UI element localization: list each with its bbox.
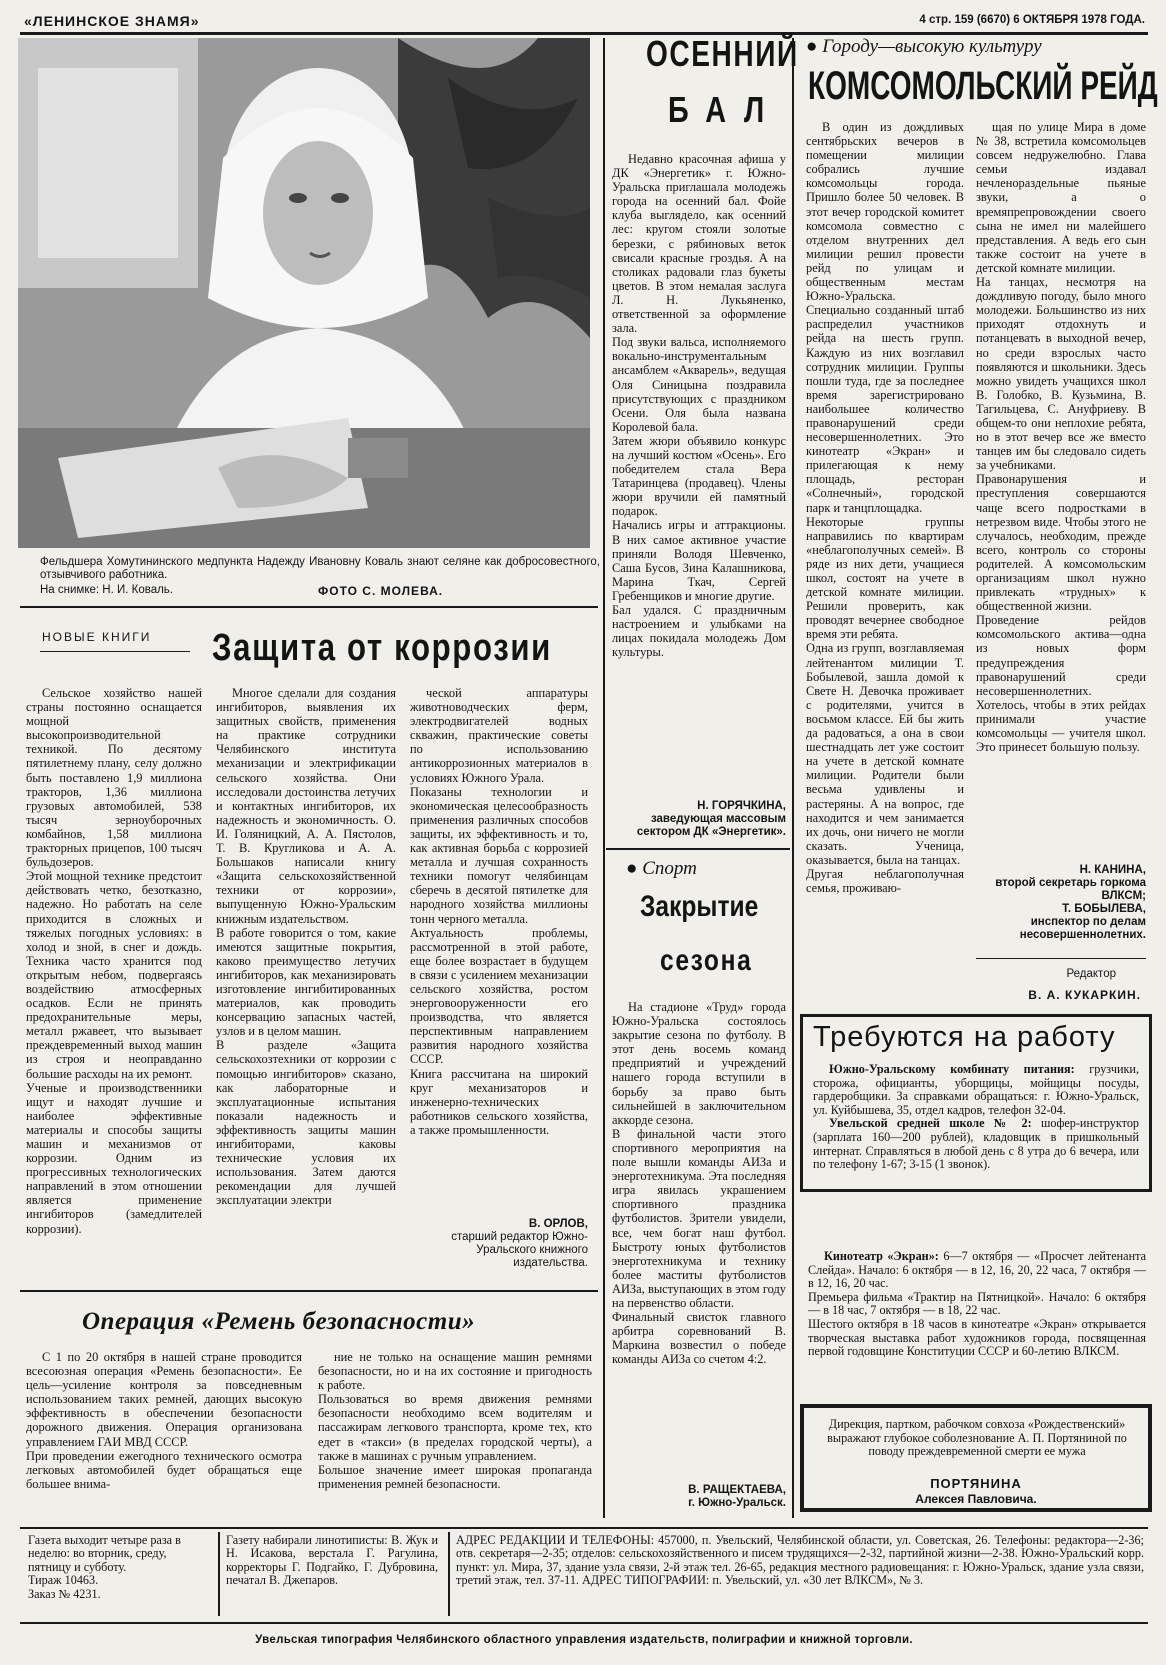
editor-name: В. А. КУКАРКИН. <box>1028 988 1141 1002</box>
belt-col1-text: С 1 по 20 октября в нашей стране проводится всесоюзная операция «Ремень безопасности». Ее цель—усиление контроля за повседневным использованием таких ремней, дающих высокую эффективность в обеспечении безопасности дорожного движения. Операция организована управлением ГАИ МВД СССР. При проведении ежегодного технического осмотра легковых автомобилей будет обращаться еще большее внима- <box>26 1350 302 1491</box>
belt-col2 <box>318 1350 592 1510</box>
corrosion-col1 <box>26 686 202 1270</box>
photo-caption: Фельдшера Хомутининского медпункта Надежду Ивановну Коваль знают селяне как добросовестного, отзывчивого работника. <box>40 556 600 581</box>
raid-col1-text: В один из дождливых сентябрьских вечеров в помещении милиции собрались лучшие комсомольцы города. Пришло более 50 человек. В этот вечер городской комитет комсомола совместно с отделом внутренних дел милиции решил провести рейд по улицам и общественным местам Южно-Уральска. Специально созданный штаб распределил участников рейда на шесть групп. Каждую из них возглавил сотрудник милиции. Группы пошли туда, где за последнее время зарегистрировано наибольшее количество правонарушений среди несовершеннолетних. Это кинотеатр «Экран» и прилегающая к нему площадь, ресторан «Солнечный», городской парк и танцплощадка. Некоторые группы направились по квартирам «неблагополучных семей». В ряде из них дети, учащиеся школ, состоят на учете в детской комнате милиции. Решили проверить, как проводят вечернее свободное время эти ребята. Одна из групп, возглавляемая лейтенантом милиции Т. Бобылевой, зашла домой к Свете Н. Девочка проживает с родителями, учится в восьмом классе. Ей бы жить да радоваться, а она в свои шестнадцать лет уже состоит на учете в детской комнате милиции. Родители были весьма удивлены и растеряны. А на вопрос, где находится и чем занимается их дочь, они ничего не могли сказать. Ученица, оказывается, была на танцах. Другая неблагополучная семья, проживаю- <box>806 120 964 896</box>
condolence-fullname: Алексея Павловича. <box>915 1492 1037 1506</box>
corrosion-bottom-rule <box>20 1290 598 1292</box>
footer-address: АДРЕС РЕДАКЦИИ И ТЕЛЕФОНЫ: 457000, п. Увельский, Челябинской области, ул. Советская, 26. Телефоны: редактора—2-36; отв. секретаря—2-35; отделов: сельскохозяйственного и писем трудящихся—2-32, партийной жизни—2-38. Южно-Уральский корр. пункт: ул. Мира, 37, здание узла связи, 2-й этаж тел. 26-65, редакция местного радиовещания: г. Южно-Уральск, здание узла связи, третий этаж, тел. 37-11. АДРЕС ТИПОГРАФИИ: п. Увельский, ул. «30 лет ВЛКСМ», № 3. <box>456 1534 1144 1588</box>
raid-sig-rule <box>976 958 1146 959</box>
cinema-listing <box>808 1250 1146 1386</box>
corrosion-col2 <box>216 686 396 1270</box>
condolence-text <box>818 1418 1136 1459</box>
footer-col1 <box>28 1534 208 1614</box>
jobs-p2 <box>813 1117 1139 1171</box>
belt-title: Операция «Ремень безопасности» <box>82 1308 476 1335</box>
raid-sig2-role: инспектор по делам несовершеннолетних. <box>1019 916 1146 941</box>
editor-label: Редактор <box>1066 968 1116 980</box>
footer-top-rule <box>20 1527 1148 1529</box>
condolence-body: Дирекция, партком, рабочком совхоза «Рождественский» выражают глубокое соболезнование А. П. Портяниной по поводу преждевременной смерти ее мужа <box>827 1418 1127 1459</box>
corrosion-col1-text: Сельское хозяйство нашей страны постоянно оснащается мощной высокопроизводительной техникой. По десятому пятилетнему плану, селу должно быть поставлено 1,9 миллиона тракторов, 1,36 миллиона грузовых автомобилей, 538 тысяч зерноуборочных комбайнов, 1,58 миллиона тракторных прицепов, 100 тысяч бульдозеров. Этой мощной технике предстоит действовать четко, безотказно, надежно. Но работать на селе приходится в сложных и тяжелых погодных условиях: в холод и зной, в снег и дождь. Техника часто хранится под открытым небом, подвергаясь воздействию атмосферных осадков. Если не принять предохранительные меры, металл ржавеет, что вызывает преждевременный выход машин из строя и неоправданно большие расходы на их ремонт. Ученые и производственники ищут и находят лучшие и наиболее эффективные материалы и способы защиты машин и механизмов от коррозии. Одним из прогрессивных технологических направлений в этом отношении является применение ингибиторов (замедлителей коррозии). <box>26 686 202 1236</box>
belt-col2-text: ние не только на оснащение машин ремнями безопасности, но и на их состояние и пригодность к работе. Пользоваться во время движения ремнями безопасности необходимо всем водителям и пассажирам легкового транспорта, кроме тех, кто едет в «такси» (в пределах городской черты), а также в машинах с ручным управлением. Большое значение имеет широкая пропаганда применения ремней безопасности. <box>318 1350 592 1491</box>
raid-sig2-name: Т. БОБЫЛЕВА, <box>1062 903 1146 915</box>
footer-col2 <box>226 1534 438 1614</box>
masthead-rule <box>20 32 1148 35</box>
ball-text-body: Недавно красочная афиша у ДК «Энергетик» г. Южно-Уральска приглашала молодежь города на осенний бал. Фойе клуба выглядело, как осенний лес: кругом стояли золотые березки, с рябиновых веток свисали красные гроздья. А на столиках радовали глаз букеты цветов. В этом немалая заслуга Л. Н. Лукьяненко, ответственной за оформление зала. Под звуки вальса, исполняемого вокально-инструментальным ансамблем «Акварель», ведущая Оля Синицына поздравила присутствующих с праздником Осени. Оля была названа Королевой бала. Затем жюри объявило конкурс на лучший костюм «Осень». Его победителем стала Вера Татаринцева (продавец). Члены жюри вручили ей памятный подарок. Начались игры и аттракционы. В них самое активное участие приняли Володя Шевченко, Саша Бусов, Зина Калашникова, Марина Ткач, Сергей Гребенщиков и многие другие. Бал удался. С праздничным настроением и улыбками на лицах покидала молодежь Дом культуры. <box>612 152 786 660</box>
sport-rubric-text: Спорт <box>642 858 697 879</box>
jobs-p2-text: шофер-инструктор (зарплата 160—200 рублей), кладовщик в пришкольный интернат. Справляться в любой день с 8 утра до 6 вечера, или по телефону 1-67; 3-15 (1 звонок). <box>813 1116 1139 1172</box>
ball-title1: ОСЕННИЙ <box>646 33 799 74</box>
cinema-lead: Кинотеатр «Экран»: <box>824 1250 939 1263</box>
rule-left <box>603 38 605 1518</box>
footer-col3 <box>456 1534 1144 1614</box>
sport-sig-name: В. РАЩЕКТАЕВА, <box>688 1484 786 1496</box>
sport-text <box>612 1000 786 1480</box>
footer-schedule: Газета выходит четыре раза в неделю: во вторник, среду, пятницу и субботу. <box>28 1534 181 1574</box>
raid-col2-text: щая по улице Мира в доме № 38, встретила комсомольцев совсем недружелюбно. Глава семьи издавал нечленораздельные пьяные звуки, а о времяпрепровождении своего сына не имел ни малейшего представления. А ведь его сын также состоит на учете в детской комнате милиции. На танцах, несмотря на дождливую погоду, было много молодежи. Большинство из них приходят отдохнуть и потанцевать в выходной вечер, но среди взрослых часто появляются и школьники. Здесь можно увидеть учащихся школ В. Голобко, В. Кузьмина, В. Тагильцева, С. Ануфриеву. В общем-то они неплохие ребята, но в этот вечер все же вместо танцев им бы следовало сидеть за учебниками. Правонарушения и преступления совершаются чаще всего подростками в нетрезвом виде. Чтобы этого не случалось, необходим, прежде всего, контроль со стороны родителей. А комсомольским организациям школ нужно привлекать «трудных» к общественной жизни. Проведение рейдов комсомольского актива—одна из новых форм предупреждения правонарушений среди несовершеннолетних. Хотелось, чтобы в этих рейдах принимали участие комсомольцы — учителя школ. Это принесет большую пользу. <box>976 120 1146 755</box>
footer-staff: Газету набирали линотиписты: В. Жук и Н. Исакова, верстала Г. Рагулина, корректоры Г. Подгайко, Г. Дубровина, печатал В. Джепаров. <box>226 1534 438 1588</box>
cinema-text: 6—7 октября — «Просчет лейтенанта Слейда». Начало: 6 октября — в 12, 16, 20, 22 часа, 7 октября — в 12, 16, 20 час. Премьера фильма «Трактир на Пятницкой». Начало: 6 октября — в 18 час, 7 октября — в 18, 22 час. Шестого октября в 18 часов в кинотеатре «Экран» открывается творческая выставка работ художников города, посвященная первой годовщине Конституции СССР и 60-летию ВЛКСМ. <box>808 1250 1146 1359</box>
ball-sig-name: Н. ГОРЯЧКИНА, <box>697 800 786 812</box>
jobs-box <box>800 1014 1152 1192</box>
corrosion-sig-name: В. ОРЛОВ, <box>528 1218 588 1230</box>
footer-printer: Увельская типография Челябинского областного управления издательств, полиграфии и книжной торговли. <box>255 1634 913 1646</box>
sport-title1: Закрытие <box>640 890 759 923</box>
raid-rubric-text: Городу—высокую культуру <box>822 36 1042 57</box>
masthead-issue: 4 стр. 159 (6670) 6 ОКТЯБРЯ 1978 ГОДА. <box>919 14 1145 26</box>
condolence-box <box>800 1404 1152 1512</box>
photo-rule <box>20 606 598 608</box>
corrosion-col3 <box>410 686 588 1214</box>
photo-credit: ФОТО С. МОЛЕВА. <box>318 584 444 598</box>
raid-rubric <box>806 36 1042 58</box>
jobs-p1-lead: Южно-Уральскому комбинату питания: <box>829 1063 1075 1076</box>
footer-order: Заказ № 4231. <box>28 1586 101 1601</box>
footer-rule-2 <box>448 1532 450 1616</box>
belt-col1 <box>26 1350 302 1510</box>
sport-bullet-icon: ● <box>626 858 638 879</box>
raid-title: КОМСОМОЛЬСКИЙ РЕЙД <box>808 64 1158 108</box>
sport-signature <box>612 1484 786 1510</box>
masthead-name: «ЛЕНИНСКОЕ ЗНАМЯ» <box>24 13 200 29</box>
ball-bottom-rule <box>606 848 790 850</box>
corrosion-rubric: НОВЫЕ КНИГИ <box>42 630 152 644</box>
jobs-p2-lead: Увельской средней школе № 2: <box>829 1116 1032 1131</box>
ball-signature <box>612 800 786 839</box>
corrosion-title: Защита от коррозии <box>212 627 552 669</box>
raid-col2 <box>976 120 1146 860</box>
footer-rule-1 <box>218 1532 220 1616</box>
jobs-body <box>813 1063 1139 1187</box>
footer-circulation: Тираж 10463. <box>28 1573 99 1588</box>
footer-mid-rule <box>20 1622 1148 1624</box>
rule-right <box>792 38 794 1518</box>
corrosion-col2-text: Многое сделали для создания ингибиторов, выявления их защитных свойств, применения на практике сотрудники Челябинского института механизации и электрификации сельского хозяйства. Они исследовали достоинства летучих и контактных ингибиторов, их надежность и экономичность. О. И. Голяницкий, А. А. Пястолов, Т. В. Кругликова и А. А. Большаков написали книгу «Защита сельскохозяйственной техники от коррозии», выпущенную Южно-Уральским книжным издательством. В работе говорится о том, какие имеются защитные покрытия, каково преимущество летучих ингибиторов, как механизировать изготовление ингибитированных материалов, как проводить консервацию запасных частей, узлов и в целом машин. В разделе «Защита сельскохозтехники от коррозии с помощью ингибиторов» сказано, как лабораторные и эксплуатационные испытания показали надежность и эффективность защиты машин ингибиторами, каковы технические условия их использования. Затем даются рекомендации для лучшей эксплуатации электри <box>216 686 396 1208</box>
corrosion-rubric-rule <box>40 651 190 652</box>
jobs-p1 <box>813 1063 1139 1117</box>
portrait-photo <box>18 38 590 548</box>
sport-title2: сезона <box>660 944 753 977</box>
ball-sig-role: заведующая массовым сектором ДК «Энергетик». <box>636 813 786 838</box>
jobs-p1-text: грузчики, сторожа, официанты, уборщицы, мойщицы посуды, гардеробщики. За справками обращаться: г. Южно-Уральск, ул. Куйбышева, 35, отдел кадров, телефон 32-04. <box>813 1063 1139 1117</box>
corrosion-col3-text: ческой аппаратуры животноводческих ферм, электродвигателей водных скважин, практические советы по использованию антикоррозионных материалов в условиях Южного Урала. Показаны технологии и экономическая целесообразность применения различных способов защиты, их эффективность и то, как активная борьба с коррозией металла и лучшая сохранность техники помогут челябинцам сберечь в десятой пятилетке для народного хозяйства миллионы тонн черного металла. Актуальность проблемы, рассмотренной в этой работе, еще более возрастает в будущем в связи с усилением механизации сельского хозяйства, ростом энерговооруженности его производства, что является перспективным направлением развития народного хозяйства СССР. Книга рассчитана на широкий круг механизаторов и инженерно-технических работников сельского хозяйства, а также промышленности. <box>410 686 588 1137</box>
ball-title2: БАЛ <box>668 89 782 130</box>
photo-illustration <box>18 38 590 548</box>
corrosion-signature <box>410 1218 588 1270</box>
sport-rubric <box>626 858 697 880</box>
condolence-name: ПОРТЯНИНА <box>930 1476 1022 1491</box>
corrosion-sig-role: старший редактор Южно-Уральского книжного издательства. <box>451 1231 588 1269</box>
raid-col1 <box>806 120 964 1008</box>
sport-text-body: На стадионе «Труд» города Южно-Уральска состоялось закрытие сезона по футболу. В этот день восемь команд предприятий и учреждений нашего города вступили в борьбу за право быть сильнейшей в заключительном аккорде сезона. В финальной части этого спортивного мероприятия на поле вышли команды АИЗа и энерготехникума. Эта последняя игра явилась украшением спортивного праздника футболистов. Зрители увидели, все, чем богат наш футбол. Быстроту юных футболистов энерготехникума и технику более маститы футболистов АИЗа, выступающих в этом году на первенство области. Финальный свисток главного арбитра соревнований В. Маркина возвестил о победе команды АИЗа со счетом 4:2. <box>612 1000 786 1367</box>
photo-subject: На снимке: Н. И. Коваль. <box>40 584 173 596</box>
raid-sig1-role: второй секретарь горкома ВЛКСМ; <box>995 877 1146 902</box>
sport-sig-role: г. Южно-Уральск. <box>688 1497 786 1509</box>
raid-bullet-icon: ● <box>806 36 818 57</box>
raid-signature <box>976 864 1146 942</box>
raid-sig1-name: Н. КАНИНА, <box>1079 864 1146 876</box>
cinema-p <box>808 1250 1146 1359</box>
jobs-title: Требуются на работу <box>813 1021 1116 1053</box>
ball-text <box>612 152 786 800</box>
